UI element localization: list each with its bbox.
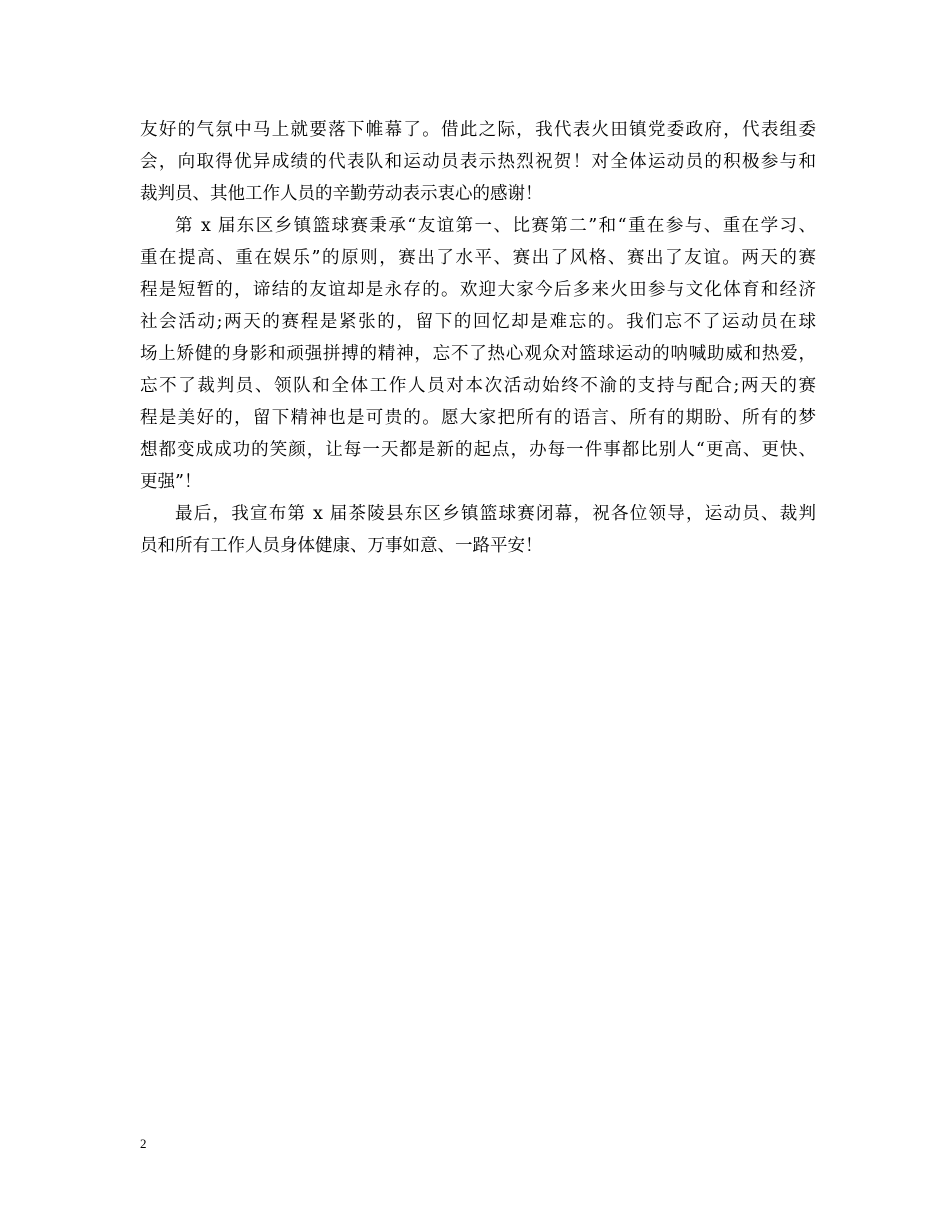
text-line: 更强”！ xyxy=(140,472,202,492)
paragraph-3 xyxy=(140,498,816,562)
text-line: 忘不了裁判员、领队和全体工作人员对本次活动始终不渝的支持与配合;两天的赛 xyxy=(140,376,816,396)
paragraph-1 xyxy=(140,114,816,210)
text-line: 员和所有工作人员身体健康、万事如意、一路平安！ xyxy=(140,536,543,556)
paragraph-2 xyxy=(140,210,816,498)
text-line: 社会活动;两天的赛程是紧张的，留下的回忆却是难忘的。我们忘不了运动员在球 xyxy=(140,312,816,332)
text-line: 程是美好的，留下精神也是可贵的。愿大家把所有的语言、所有的期盼、所有的梦 xyxy=(140,408,816,428)
text-line: 重在提高、重在娱乐”的原则，赛出了水平、赛出了风格、赛出了友谊。两天的赛 xyxy=(140,248,816,268)
text-line: 想都变成成功的笑颜，让每一天都是新的起点，办每一件事都比别人“更高、更快、 xyxy=(140,440,816,460)
text-line: 场上矫健的身影和顽强拼搏的精神，忘不了热心观众对篮球运动的呐喊助威和热爱， xyxy=(140,344,816,364)
text-line: 友好的气氛中马上就要落下帷幕了。借此之际，我代表火田镇党委政府，代表组委 xyxy=(140,120,816,140)
text-line: 会，向取得优异成绩的代表队和运动员表示热烈祝贺！对全体运动员的积极参与和 xyxy=(140,152,816,172)
text-line: 第 x 届东区乡镇篮球赛秉承“友谊第一、比赛第二”和“重在参与、重在学习、 xyxy=(175,216,816,236)
document-body xyxy=(140,114,816,562)
text-line: 最后，我宣布第 x 届茶陵县东区乡镇篮球赛闭幕，祝各位领导，运动员、裁判 xyxy=(175,504,816,524)
page-number: 2 xyxy=(140,1136,147,1151)
text-line: 程是短暂的，谛结的友谊却是永存的。欢迎大家今后多来火田参与文化体育和经济 xyxy=(140,280,816,300)
text-line: 裁判员、其他工作人员的辛勤劳动表示衷心的感谢！ xyxy=(140,184,543,204)
